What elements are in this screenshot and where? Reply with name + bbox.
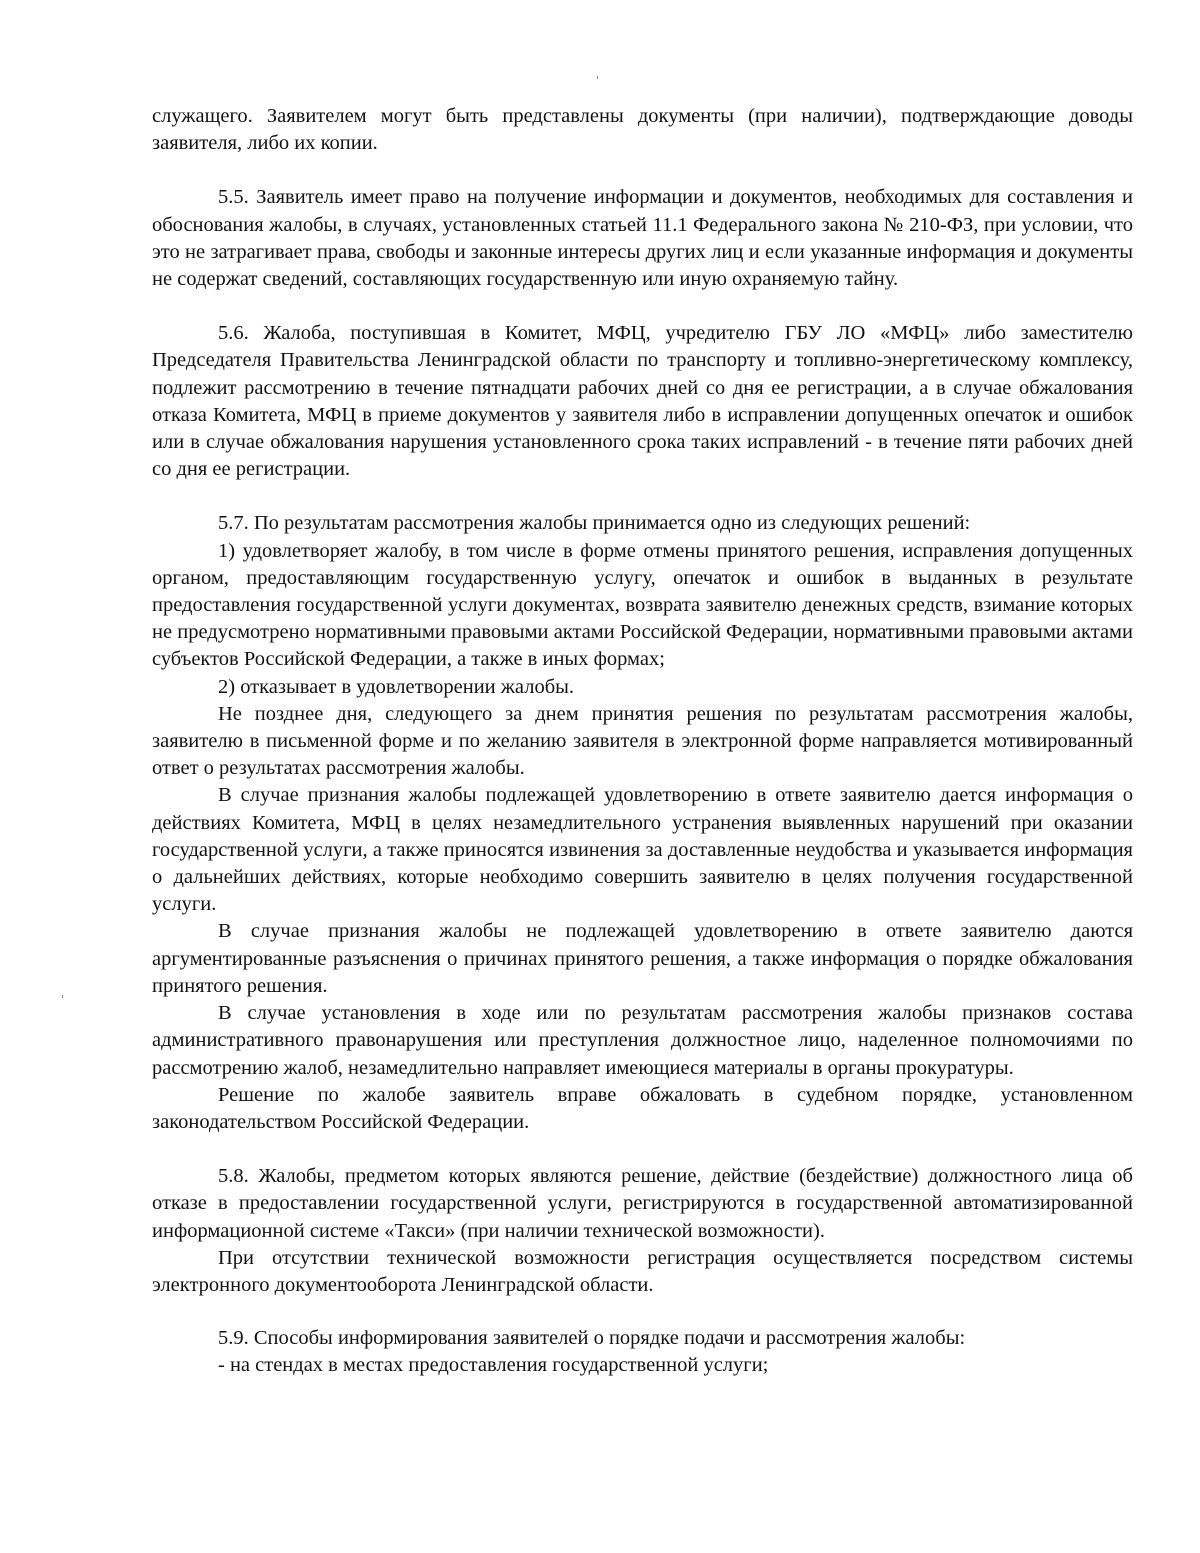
paragraph-continuation: служащего. Заявителем могут быть представлены документы (при наличии), подтверждающие доводы заявителя, либо их копии.	[152, 105, 1133, 155]
scan-artifact	[62, 995, 63, 998]
paragraph-5-7-satisfied: В случае признания жалобы подлежащей удовлетворению в ответе заявителю дается информация о действиях Комитета, МФЦ в целях незамедлительного устранения выявленных нарушений при оказании государственной услуги, а также приносятся извинения за доставленные неудобства и указывается информация о дальнейших действиях, которые необходимо совершить заявителю в целях получения государственной услуги.	[152, 784, 1133, 916]
paragraph-5-7-response: Не позднее дня, следующего за днем принятия решения по результатам рассмотрения жалобы, заявителю в письменной форме и по желанию заявителя в электронной форме направляется мотивированный ответ о результатах рассмотрения жалобы.	[152, 702, 1133, 780]
paragraph-5-7-rejected: В случае признания жалобы не подлежащей удовлетворению в ответе заявителю даются аргументированные разъяснения о причинах принятого решения, а также информация о порядке обжалования принятого решения.	[152, 920, 1133, 997]
scan-artifact	[597, 76, 598, 79]
paragraph-5-6: 5.6. Жалоба, поступившая в Комитет, МФЦ, учредителю ГБУ ЛО «МФЦ» либо заместителю Председателя Правительства Ленинградской области по транспорту и топливно-энергетическому комплексу, подлежит рассмотрению в течение пятнадцати рабочих дней со дня ее регистрации, а в случае обжалования отказа Комитета, МФЦ в приеме документов у заявителя либо в исправлении допущенных опечаток и ошибок или в случае обжалования нарушения установленного срока таких исправлений - в течение пяти рабочих дней со дня ее регистрации.	[152, 322, 1133, 481]
paragraph-5-7-violation: В случае установления в ходе или по результатам рассмотрения жалобы признаков состава административного правонарушения или преступления должностное лицо, наделенное полномочиями по рассмотрению жалоб, незамедлительно направляет имеющиеся материалы в органы прокуратуры.	[152, 1002, 1133, 1079]
paragraph-5-8: 5.8. Жалобы, предметом которых являются решение, действие (бездействие) должностного лица об отказе в предоставлении государственной услуги, регистрируются в государственной автоматизированной информационной системе «Такси» (при наличии технической возможности).	[152, 1165, 1133, 1242]
paragraph-5-7-appeal: Решение по жалобе заявитель вправе обжаловать в судебном порядке, установленном законодательством Российской Федерации.	[152, 1083, 1133, 1133]
paragraph-5-7-item-2: 2) отказывает в удовлетворении жалобы.	[218, 675, 575, 698]
paragraph-5-5: 5.5. Заявитель имеет право на получение информации и документов, необходимых для составления и обоснования жалобы, в случаях, установленных статьей 11.1 Федерального закона № 210-ФЗ, при условии, что это не затрагивает права, свободы и законные интересы других лиц и если указанные информация и документы не содержат сведений, составляющих государственную или иную охраняемую тайну.	[152, 186, 1133, 291]
paragraph-5-7: 5.7. По результатам рассмотрения жалобы принимается одно из следующих решений:	[218, 512, 971, 535]
paragraph-5-8-alt: При отсутствии технической возможности регистрация осуществляется посредством системы электронного документооборота Ленинградской области.	[152, 1246, 1133, 1296]
paragraph-5-9-item-1: - на стендах в местах предоставления государственной услуги;	[218, 1354, 769, 1377]
document-page	[152, 103, 1133, 1380]
paragraph-5-9: 5.9. Способы информирования заявителей о порядке подачи и рассмотрения жалобы:	[218, 1327, 966, 1350]
paragraph-5-7-item-1: 1) удовлетворяет жалобу, в том числе в форме отмены принятого решения, исправления допущенных органом, предоставляющим государственную услугу, опечаток и ошибок в выданных в результате предоставления государственной услуги документах, возврата заявителю денежных средств, взимание которых не предусмотрено нормативными правовыми актами Российской Федерации, нормативными правовыми актами субъектов Российской Федерации, а также в иных формах;	[152, 539, 1133, 671]
